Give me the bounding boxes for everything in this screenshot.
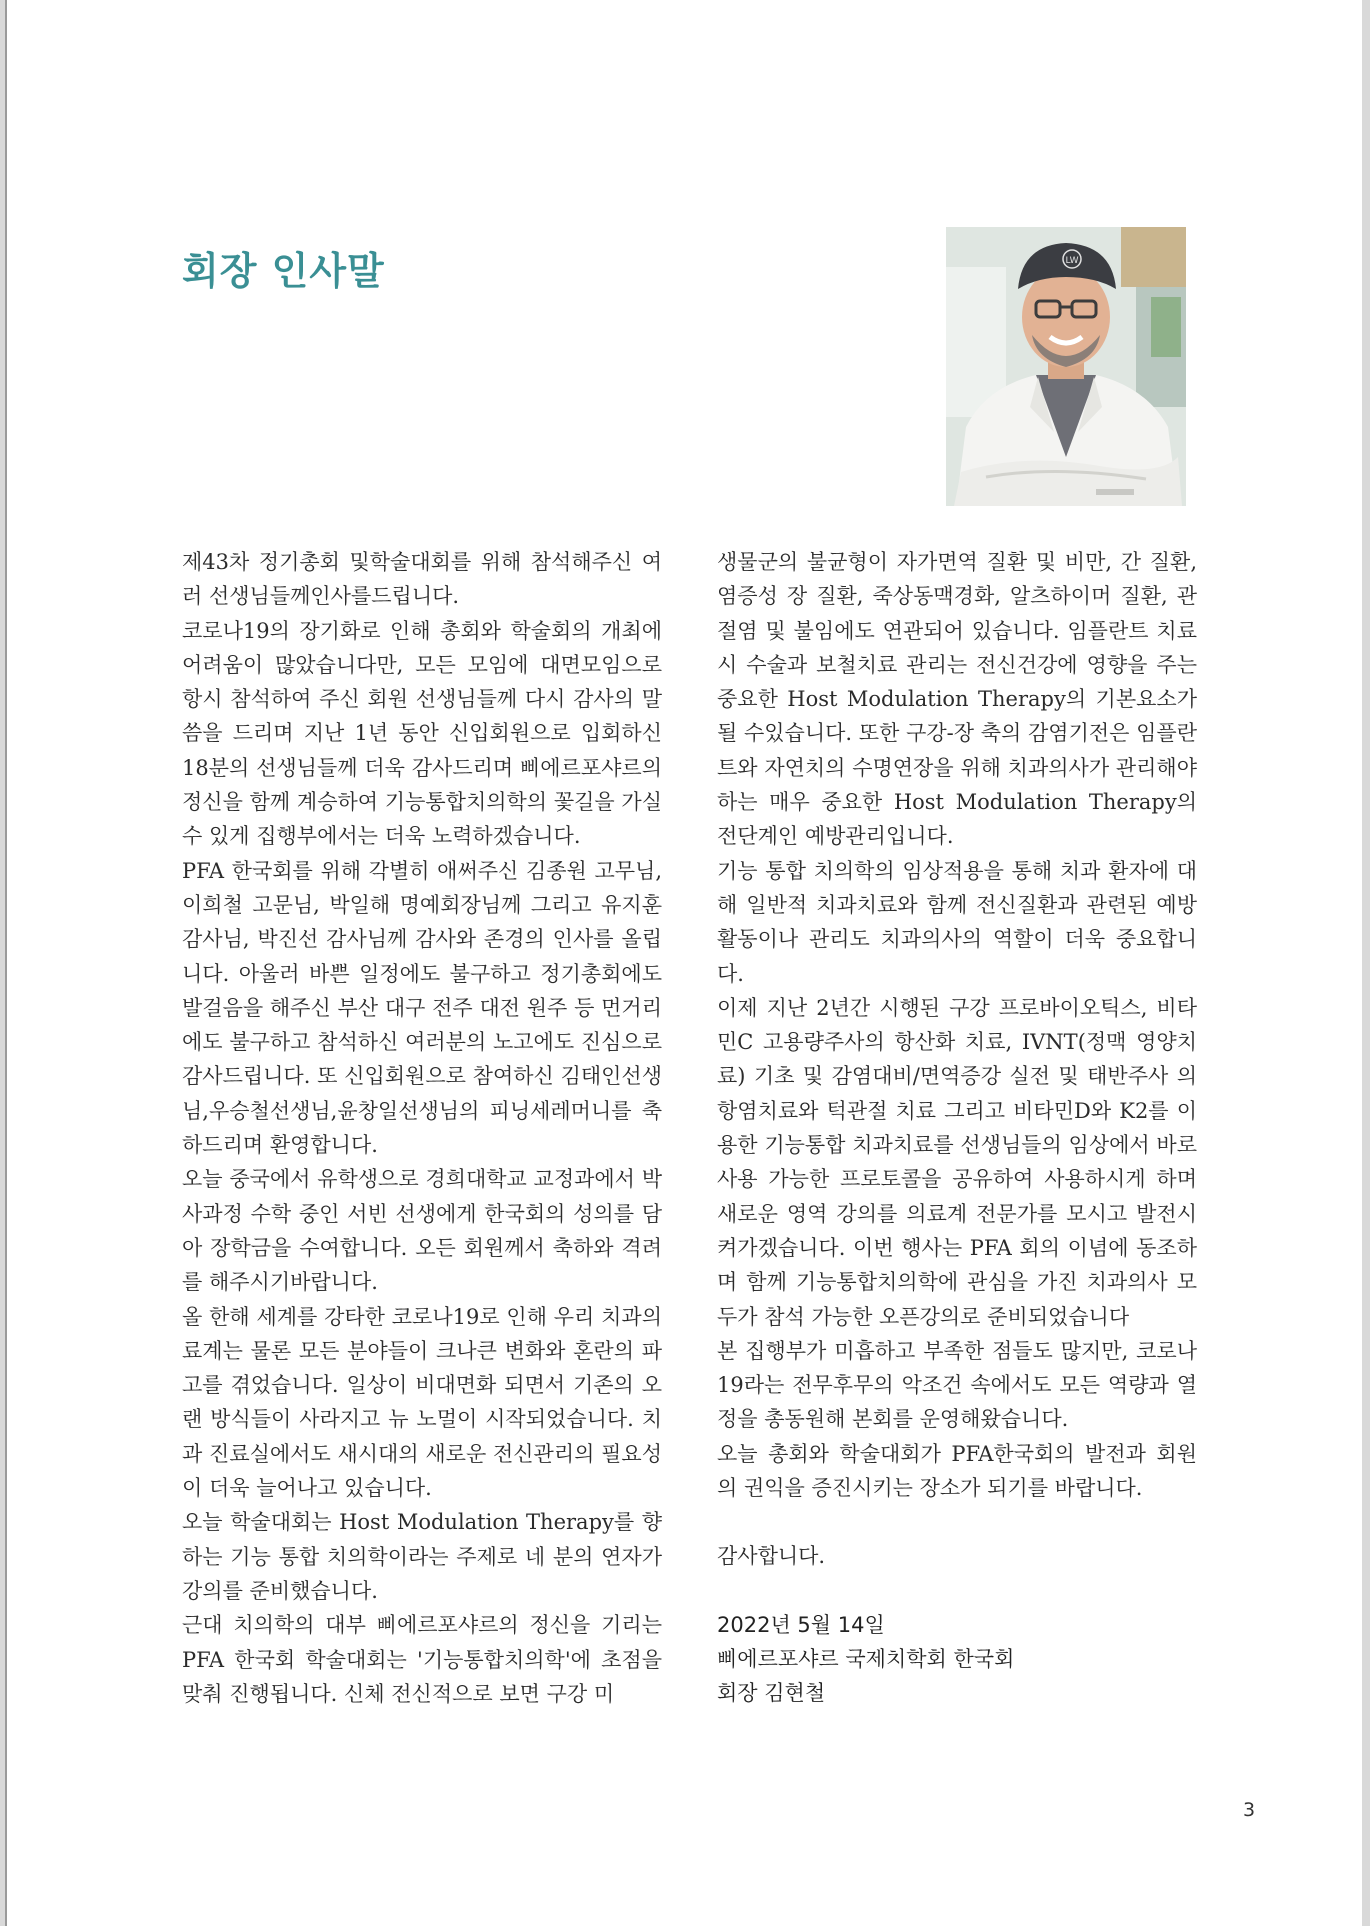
paragraph: 올 한해 세계를 강타한 코로나19로 인해 우리 치과의료계는 물론 모든 분야들이 크나큰 변화와 혼란의 파고를 겪었습니다. 일상이 비대면화 되면서 기존의 오랜 방식들이 사라지고 뉴 노멀이 시작되었습니다. 치과 진료실에서도 새시대의 새로운 전신관리의 필요성이 더욱 늘어나고 있습니다. [182, 1304, 662, 1501]
closing-line: 감사합니다. [717, 1544, 826, 1569]
president-portrait [946, 227, 1186, 506]
signature-date: 2022년 5월 14일 [717, 1612, 885, 1637]
signature-name: 회장 김현철 [717, 1681, 826, 1706]
paragraph: 코로나19의 장기화로 인해 총회와 학술회의 개최에 어려움이 많았습니다만, 모든 모임에 대면모임으로 항시 참석하여 주신 회원 선생님들께 다시 감사의 말씀을 드리며 지난 1년 동안 신입회원으로 입회하신18분의 선생님들께 더욱 감사드리며 삐에르포샤르의 정신을 함께 계승하여 기능통합치의학의 꽃길을 가실 수 있게 집행부에서는 더욱 노력하겠습니다. [182, 618, 662, 849]
paragraph: 기능 통합 치의학의 임상적용을 통해 치과 환자에 대해 일반적 치과치료와 함께 전신질환과 관련된 예방활동이나 관리도 치과의사의 역할이 더욱 중요합니다. [717, 858, 1197, 986]
paragraph: 제43차 정기총회 및학술대회를 위해 참석해주신 여러 선생님들께인사를드립니다. [182, 550, 662, 609]
paragraph: 근대 치의학의 대부 삐에르포샤르의 정신을 기리는 PFA 한국회 학술대회는 '기능통합치의학'에 초점을 맞춰 진행됩니다. 신체 전신적으로 보면 구강 미 [182, 1613, 662, 1706]
left-column [182, 545, 662, 1711]
paragraph: 오늘 중국에서 유학생으로 경희대학교 교정과에서 박사과정 수학 중인 서빈 선생에게 한국회의 성의를 담아 장학금을 수여합니다. 오든 회원께서 축하와 격려를 해주시기바랍니다. [182, 1167, 662, 1295]
cap-logo: LW [1065, 256, 1079, 266]
right-column [717, 545, 1197, 1711]
paragraph: 오늘 총회와 학술대회가 PFA한국회의 발전과 회원의 권익을 증진시키는 장소가 되기를 바랍니다. [717, 1441, 1197, 1501]
paragraph: 생물군의 불균형이 자가면역 질환 및 비만, 간 질환, 염증성 장 질환, 죽상동맥경화, 알츠하이머 질환, 관절염 및 불임에도 연관되어 있습니다. 임플란트 치료시 수술과 보철치료 관리는 전신건강에 영향을 주는 중요한 Host Modulation Therapy의 기본요소가 될 수있습니다. 또한 구강-장 축의 감염기전은 임플란트와 자연치의 수명연장을 위해 치과의사가 관리해야하는 매우 중요한 Host Modulation Therapy의 전단계인 예방관리입니다. [717, 550, 1197, 849]
page [5, 0, 1362, 1926]
signature-block [717, 1608, 1197, 1711]
paragraph: 오늘 학술대회는 Host Modulation Therapy를 향하는 기능 통합 치의학이라는 주제로 네 분의 연자가 강의를 준비했습니다. [182, 1510, 662, 1603]
signature-organization: 삐에르포샤르 국제치학회 한국회 [717, 1646, 1015, 1671]
paragraph: 본 집행부가 미흡하고 부족한 점들도 많지만, 코로나19라는 전무후무의 악조건 속에서도 모든 역량과 열정을 총동원해 본회를 운영해왔습니다. [717, 1338, 1197, 1432]
page-number: 3 [1243, 1799, 1256, 1821]
page-title: 회장 인사말 [182, 249, 385, 293]
portrait-illustration [946, 227, 1186, 506]
paragraph: PFA 한국회를 위해 각별히 애써주신 김종원 고무님,이희철 고문님, 박일해 명예회장님께 그리고 유지훈 감사님, 박진선 감사님께 감사와 존경의 인사를 올립니다. 아울러 바쁜 일정에도 불구하고 정기총회에도 발걸음을 해주신 부산 대구 전주 대전 원주 등 먼거리에도 불구하고 참석하신 여러분의 노고에도 진심으로 감사드립니다. 또 신입회원으로 참여하신 김태인선생님,우승철선생님,윤창일선생님의 피닝세레머니를 축하드리며 환영합니다. [182, 858, 662, 1158]
paragraph: 이제 지난 2년간 시행된 구강 프로바이오틱스, 비타민C 고용량주사의 항산화 치료, IVNT(정맥 영양치료) 기초 및 감염대비/면역증강 실전 및 태반주사 의항염치료와 턱관절 치료 그리고 비타민D와 K2를 이용한 기능통합 치과치료를 선생님들의 임상에서 바로 사용 가능한 프로토콜을 공유하여 사용하시게 하며 새로운 영역 강의를 의료계 전문가를 모시고 발전시켜가겠습니다. 이번 행사는 PFA 회의 이념에 동조하며 함께 기능통합치의학에 관심을 가진 치과의사 모두가 참석 가능한 오픈강의로 준비되었습니다 [717, 995, 1197, 1329]
